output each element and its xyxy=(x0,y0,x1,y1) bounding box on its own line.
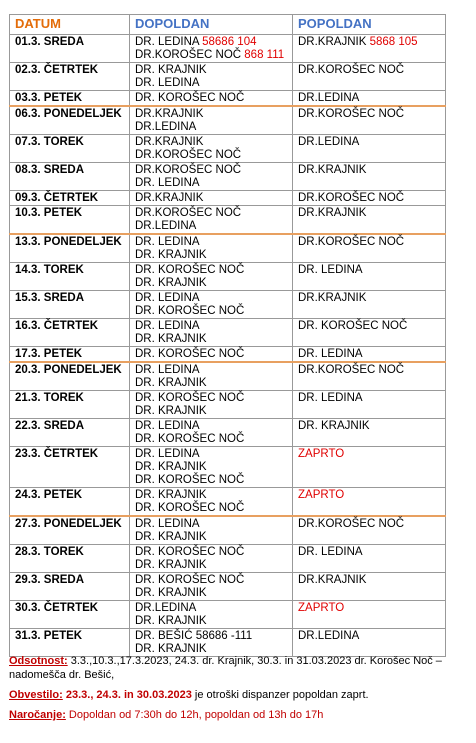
table-row xyxy=(10,362,446,391)
morning-cell xyxy=(130,629,293,657)
date-cell: 30.3. ČETRTEK xyxy=(10,601,130,629)
afternoon-cell xyxy=(293,234,446,263)
doctor-line xyxy=(135,489,288,502)
morning-cell xyxy=(130,488,293,517)
doctor-name: DR. LEDINA xyxy=(135,364,200,376)
table-row xyxy=(10,545,446,573)
doctor-line xyxy=(298,192,441,205)
doctor-line xyxy=(135,474,288,487)
doctor-name: DR. KRAJNIK xyxy=(135,333,207,345)
doctor-name: DR.KOROŠEC NOČ xyxy=(135,149,242,161)
table-row xyxy=(10,291,446,319)
doctor-name: DR. KRAJNIK xyxy=(135,587,207,599)
doctor-line xyxy=(135,207,288,220)
table-row xyxy=(10,629,446,657)
doctor-name: DR. KOROŠEC NOČ xyxy=(135,474,245,486)
doctor-line xyxy=(135,377,288,390)
doctor-name: DR.KOROŠEC NOČ xyxy=(298,236,405,248)
doctor-line xyxy=(135,292,288,305)
doctor-name: DR.KRAJNIK xyxy=(298,207,367,219)
doctor-line xyxy=(135,433,288,446)
doctor-line xyxy=(298,136,441,149)
absence-note xyxy=(9,654,469,682)
doctor-name: DR. KRAJNIK xyxy=(135,615,207,627)
header-datum: DATUM xyxy=(10,15,130,35)
date-cell: 24.3. PETEK xyxy=(10,488,130,517)
booking-note xyxy=(9,708,469,722)
doctor-name: DR. LEDINA xyxy=(135,77,200,89)
table-row xyxy=(10,206,446,235)
afternoon-cell xyxy=(293,447,446,488)
doctor-name: DR. KRAJNIK xyxy=(298,420,370,432)
table-row xyxy=(10,447,446,488)
doctor-line xyxy=(135,92,288,105)
doctor-name: DR. KOROŠEC NOČ xyxy=(135,546,245,558)
morning-cell xyxy=(130,362,293,391)
doctor-line xyxy=(298,420,441,433)
doctor-line xyxy=(135,136,288,149)
morning-cell xyxy=(130,601,293,629)
table-row xyxy=(10,573,446,601)
doctor-line xyxy=(135,518,288,531)
doctor-line xyxy=(135,348,288,361)
doctor-line xyxy=(135,192,288,205)
morning-cell xyxy=(130,516,293,545)
doctor-line xyxy=(135,164,288,177)
morning-cell xyxy=(130,163,293,191)
booking-text: Dopoldan od 7:30h do 12h, popoldan od 13h do 17h xyxy=(65,709,324,721)
doctor-name: DR. KRAJNIK xyxy=(135,277,207,289)
doctor-name: DR. BEŠIĆ 58686 -111 xyxy=(135,630,253,642)
date-cell: 08.3. SREDA xyxy=(10,163,130,191)
doctor-line xyxy=(135,320,288,333)
morning-cell xyxy=(130,419,293,447)
doctor-line xyxy=(298,630,441,643)
doctor-line xyxy=(135,264,288,277)
doctor-line xyxy=(135,546,288,559)
date-cell: 17.3. PETEK xyxy=(10,347,130,363)
doctor-line xyxy=(135,177,288,190)
doctor-line xyxy=(135,64,288,77)
doctor-line xyxy=(135,587,288,600)
doctor-line xyxy=(135,249,288,262)
afternoon-cell xyxy=(293,191,446,206)
table-row xyxy=(10,601,446,629)
table-row xyxy=(10,347,446,363)
doctor-name: DR. KRAJNIK xyxy=(135,461,207,473)
doctor-line xyxy=(135,448,288,461)
date-cell: 03.3. PETEK xyxy=(10,91,130,107)
doctor-line xyxy=(135,392,288,405)
date-cell: 01.3. SREDA xyxy=(10,35,130,63)
doctor-name: DR. KOROŠEC NOČ xyxy=(135,392,245,404)
doctor-name: DR.LEDINA xyxy=(135,121,197,133)
phone-number: 5868 105 xyxy=(369,36,418,48)
morning-cell xyxy=(130,263,293,291)
morning-cell xyxy=(130,106,293,135)
doctor-line xyxy=(298,364,441,377)
doctor-name: DR. LEDINA xyxy=(135,420,200,432)
morning-cell xyxy=(130,447,293,488)
morning-cell xyxy=(130,291,293,319)
doctor-name: DR. KOROŠEC NOČ xyxy=(135,574,245,586)
schedule-body xyxy=(10,35,446,657)
doctor-name: DR. LEDINA xyxy=(135,518,200,530)
afternoon-cell xyxy=(293,263,446,291)
morning-cell xyxy=(130,347,293,363)
doctor-name: DR.KRAJNIK xyxy=(298,574,367,586)
doctor-line xyxy=(298,448,441,461)
doctor-line xyxy=(298,108,441,121)
doctor-name: DR. KRAJNIK xyxy=(135,559,207,571)
afternoon-cell xyxy=(293,629,446,657)
doctor-name: DR. LEDINA xyxy=(135,320,200,332)
doctor-name: DR.KRAJNIK xyxy=(298,36,367,48)
doctor-name: DR. KRAJNIK xyxy=(135,405,207,417)
doctor-name: DR. KRAJNIK xyxy=(135,249,207,261)
doctor-name: DR. KRAJNIK xyxy=(135,377,207,389)
date-cell: 07.3. TOREK xyxy=(10,135,130,163)
table-row xyxy=(10,163,446,191)
doctor-name: DR.LEDINA xyxy=(298,136,360,148)
morning-cell xyxy=(130,545,293,573)
doctor-line xyxy=(298,518,441,531)
morning-cell xyxy=(130,91,293,107)
doctor-line xyxy=(135,121,288,134)
doctor-name: DR. LEDINA xyxy=(298,264,363,276)
schedule-table xyxy=(9,14,446,657)
doctor-name: DR.LEDINA xyxy=(135,602,197,614)
doctor-name: DR.LEDINA xyxy=(135,220,197,232)
doctor-name: DR.LEDINA xyxy=(298,92,360,104)
morning-cell xyxy=(130,35,293,63)
date-cell: 23.3. ČETRTEK xyxy=(10,447,130,488)
doctor-name: DR.KOROŠEC NOČ xyxy=(298,364,405,376)
morning-cell xyxy=(130,206,293,235)
date-cell: 10.3. PETEK xyxy=(10,206,130,235)
doctor-line xyxy=(135,220,288,233)
doctor-line xyxy=(135,461,288,474)
afternoon-cell xyxy=(293,319,446,347)
doctor-line xyxy=(135,36,288,49)
table-row xyxy=(10,135,446,163)
doctor-line xyxy=(298,207,441,220)
doctor-line xyxy=(298,392,441,405)
doctor-line xyxy=(135,77,288,90)
afternoon-cell xyxy=(293,163,446,191)
morning-cell xyxy=(130,63,293,91)
afternoon-cell xyxy=(293,391,446,419)
doctor-line xyxy=(135,531,288,544)
doctor-name: DR. KOROŠEC NOČ xyxy=(135,433,245,445)
afternoon-cell xyxy=(293,347,446,363)
table-row xyxy=(10,63,446,91)
doctor-line xyxy=(135,559,288,572)
table-row xyxy=(10,106,446,135)
date-cell: 13.3. PONEDELJEK xyxy=(10,234,130,263)
doctor-line xyxy=(135,615,288,628)
afternoon-cell xyxy=(293,573,446,601)
afternoon-cell xyxy=(293,419,446,447)
doctor-name: DR.KRAJNIK xyxy=(298,292,367,304)
doctor-name: DR. LEDINA xyxy=(135,448,200,460)
doctor-line xyxy=(298,264,441,277)
doctor-line xyxy=(135,333,288,346)
doctor-line xyxy=(135,277,288,290)
table-row xyxy=(10,419,446,447)
date-cell: 31.3. PETEK xyxy=(10,629,130,657)
date-cell: 29.3. SREDA xyxy=(10,573,130,601)
date-cell: 09.3. ČETRTEK xyxy=(10,191,130,206)
date-cell: 14.3. TOREK xyxy=(10,263,130,291)
closed-label: ZAPRTO xyxy=(298,602,345,614)
doctor-name: DR. KRAJNIK xyxy=(135,64,207,76)
doctor-name: DR.LEDINA xyxy=(298,630,360,642)
absence-label: Odsotnost: xyxy=(9,655,68,667)
table-header xyxy=(10,15,446,35)
doctor-name: DR.KOROŠEC NOČ xyxy=(135,207,242,219)
doctor-name: DR.KRAJNIK xyxy=(135,192,204,204)
doctor-name: DR.KRAJNIK xyxy=(135,136,204,148)
doctor-line xyxy=(135,574,288,587)
date-cell: 15.3. SREDA xyxy=(10,291,130,319)
table-row xyxy=(10,234,446,263)
closed-label: ZAPRTO xyxy=(298,489,345,501)
doctor-name: DR.KOROŠEC NOČ xyxy=(135,164,242,176)
doctor-name: DR. KOROŠEC NOČ xyxy=(135,305,245,317)
doctor-name: DR.KOROŠEC NOČ xyxy=(298,192,405,204)
date-cell: 20.3. PONEDELJEK xyxy=(10,362,130,391)
afternoon-cell xyxy=(293,91,446,107)
afternoon-cell xyxy=(293,291,446,319)
notice-note xyxy=(9,688,469,702)
doctor-line xyxy=(298,64,441,77)
morning-cell xyxy=(130,191,293,206)
afternoon-cell xyxy=(293,516,446,545)
doctor-name: DR.KOROŠEC NOČ xyxy=(298,64,405,76)
afternoon-cell xyxy=(293,135,446,163)
table-row xyxy=(10,35,446,63)
date-cell: 16.3. ČETRTEK xyxy=(10,319,130,347)
date-cell: 06.3. PONEDELJEK xyxy=(10,106,130,135)
doctor-line xyxy=(135,236,288,249)
afternoon-cell xyxy=(293,106,446,135)
table-row xyxy=(10,191,446,206)
table-row xyxy=(10,516,446,545)
doctor-line xyxy=(298,292,441,305)
doctor-line xyxy=(135,602,288,615)
notice-label: Obvestilo: xyxy=(9,689,63,701)
morning-cell xyxy=(130,573,293,601)
doctor-name: DR.KOROŠEC NOČ xyxy=(298,108,405,120)
doctor-line xyxy=(298,489,441,502)
date-cell: 02.3. ČETRTEK xyxy=(10,63,130,91)
header-dopoldan: DOPOLDAN xyxy=(130,15,293,35)
doctor-line xyxy=(298,546,441,559)
table-row xyxy=(10,488,446,517)
table-row xyxy=(10,391,446,419)
doctor-line xyxy=(298,92,441,105)
morning-cell xyxy=(130,319,293,347)
doctor-line xyxy=(135,49,288,62)
doctor-line xyxy=(135,420,288,433)
doctor-name: DR. LEDINA xyxy=(135,177,200,189)
afternoon-cell xyxy=(293,601,446,629)
date-cell: 27.3. PONEDELJEK xyxy=(10,516,130,545)
doctor-line xyxy=(298,236,441,249)
doctor-line xyxy=(135,149,288,162)
afternoon-cell xyxy=(293,362,446,391)
doctor-name: DR. KRAJNIK xyxy=(135,643,207,655)
doctor-name: DR. LEDINA xyxy=(135,236,200,248)
doctor-name: DR. LEDINA xyxy=(298,348,363,360)
doctor-line xyxy=(135,630,288,643)
doctor-name: DR. KOROŠEC NOČ xyxy=(135,348,245,360)
afternoon-cell xyxy=(293,488,446,517)
closed-label: ZAPRTO xyxy=(298,448,345,460)
doctor-name: DR. KOROŠEC NOČ xyxy=(135,92,245,104)
morning-cell xyxy=(130,391,293,419)
doctor-name: DR. LEDINA xyxy=(135,292,200,304)
doctor-line xyxy=(298,36,441,49)
doctor-name: DR. KRAJNIK xyxy=(135,489,207,501)
doctor-name: DR. KOROŠEC NOČ xyxy=(135,502,245,514)
doctor-name: DR.KOROŠEC NOČ xyxy=(298,518,405,530)
doctor-name: DR.KOROŠEC NOČ xyxy=(135,49,242,61)
doctor-line xyxy=(298,574,441,587)
table-row xyxy=(10,263,446,291)
doctor-name: DR. LEDINA xyxy=(135,36,199,48)
morning-cell xyxy=(130,135,293,163)
table-row xyxy=(10,319,446,347)
phone-number: 58686 104 xyxy=(202,36,257,48)
doctor-line xyxy=(135,364,288,377)
doctor-name: DR. KRAJNIK xyxy=(135,531,207,543)
absence-text: 3.3.,10.3.,17.3.2023, 24.3. dr. Krajnik, 30.3. in 31.03.2023 dr. Korošec Noč – nadomešča dr. Bešić, xyxy=(9,655,442,681)
doctor-name: DR. LEDINA xyxy=(298,546,363,558)
doctor-line xyxy=(298,164,441,177)
date-cell: 21.3. TOREK xyxy=(10,391,130,419)
afternoon-cell xyxy=(293,545,446,573)
doctor-line xyxy=(298,320,441,333)
phone-number: 868 111 xyxy=(244,49,285,61)
doctor-line xyxy=(135,405,288,418)
morning-cell xyxy=(130,234,293,263)
doctor-line xyxy=(298,602,441,615)
booking-label: Naročanje: xyxy=(9,709,66,721)
date-cell: 22.3. SREDA xyxy=(10,419,130,447)
doctor-line xyxy=(298,348,441,361)
doctor-name: DR. KOROŠEC NOČ xyxy=(298,320,408,332)
doctor-line xyxy=(135,502,288,515)
notice-dates: 23.3., 24.3. in 30.03.2023 xyxy=(62,689,192,701)
afternoon-cell xyxy=(293,35,446,63)
doctor-name: DR.KRAJNIK xyxy=(135,108,204,120)
notice-text: je otroški dispanzer popoldan zaprt. xyxy=(191,689,369,701)
afternoon-cell xyxy=(293,206,446,235)
header-popoldan: POPOLDAN xyxy=(293,15,446,35)
doctor-name: DR. KOROŠEC NOČ xyxy=(135,264,245,276)
notes-section xyxy=(9,654,469,728)
table-row xyxy=(10,91,446,107)
date-cell: 28.3. TOREK xyxy=(10,545,130,573)
afternoon-cell xyxy=(293,63,446,91)
doctor-line xyxy=(135,108,288,121)
doctor-name: DR.KRAJNIK xyxy=(298,164,367,176)
doctor-line xyxy=(135,305,288,318)
doctor-name: DR. LEDINA xyxy=(298,392,363,404)
